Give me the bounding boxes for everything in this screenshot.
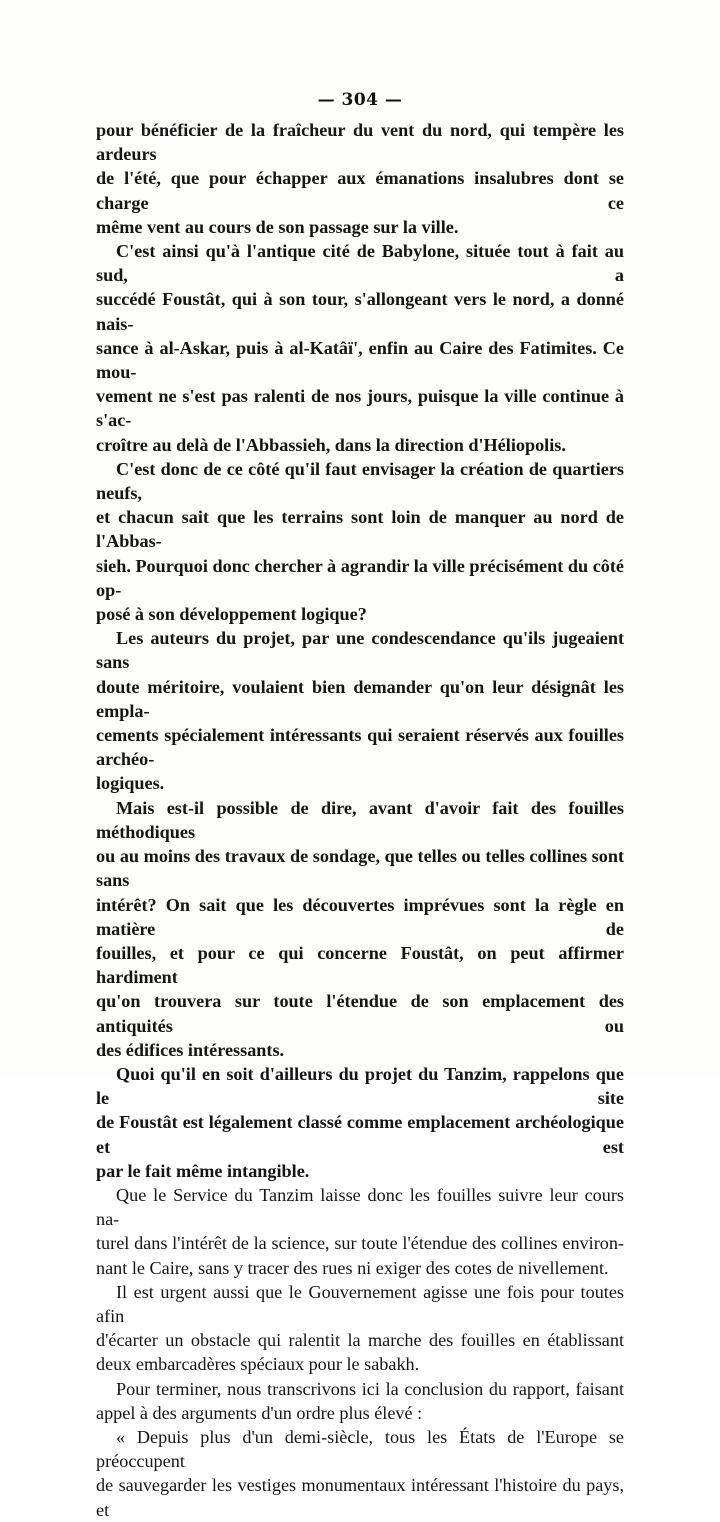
body-text	[96, 118, 624, 1522]
text-line: par le fait même intangible.	[96, 1160, 310, 1181]
text-line: intérêt? On sait que les découvertes imprévues sont la règle en matière de	[96, 894, 624, 939]
text-line: des édifices intéressants.	[96, 1039, 285, 1060]
text-line: posé à son développement logique?	[96, 604, 367, 625]
text-line: nant le Caire, sans y tracer des rues ni exiger des cotes de nivellement.	[96, 1257, 609, 1278]
text-line: pour bénéficier de la fraîcheur du vent du nord, qui tempère les ardeurs	[96, 120, 624, 165]
text-line: vement ne s'est pas ralenti de nos jours, puisque la ville continue à s'ac-	[96, 386, 624, 431]
text-line: sieh. Pourquoi donc chercher à agrandir la ville précisément du côté op-	[96, 555, 624, 600]
text-line: logiques.	[96, 773, 165, 794]
text-line: de sauvegarder les vestiges monumentaux intéressant l'histoire du pays, et	[96, 1475, 624, 1520]
text-line: ou au moins des travaux de sondage, que telles ou telles collines sont sans	[96, 846, 624, 891]
text-line: de Foustât est légalement classé comme emplacement archéologique et est	[96, 1112, 624, 1157]
text-line: sance à al-Askar, puis à al-Katâï', enfin au Caire des Fatimites. Ce mou-	[96, 337, 624, 383]
text-line: Les auteurs du projet, par une condescendance qu'ils jugeaient sans	[96, 628, 624, 673]
text-line: Mais est-il possible de dire, avant d'avoir fait des fouilles méthodiques	[96, 797, 624, 842]
text-line: cements spécialement intéressants qui seraient réservés aux fouilles archéo-	[96, 725, 624, 770]
text-line: C'est ainsi qu'à l'antique cité de Babylone, située tout à fait au sud, a	[96, 241, 624, 286]
text-line: d'écarter un obstacle qui ralentit la marche des fouilles en établissant	[96, 1330, 624, 1351]
text-line: et chacun sait que les terrains sont loin de manquer au nord de l'Abbas-	[96, 507, 624, 552]
page-number: — 304 —	[317, 90, 403, 110]
text-line: « Depuis plus d'un demi-siècle, tous les États de l'Europe se préoccupent	[96, 1426, 624, 1472]
text-line: Pour terminer, nous transcrivons ici la conclusion du rapport, faisant	[116, 1378, 624, 1399]
text-line: même vent au cours de son passage sur la ville.	[96, 216, 459, 237]
text-line: qu'on trouvera sur toute l'étendue de son emplacement des antiquités ou	[96, 991, 624, 1036]
text-line: Que le Service du Tanzim laisse donc les fouilles suivre leur cours na-	[96, 1184, 624, 1230]
text-line: doute méritoire, voulaient bien demander qu'on leur désignât les empla-	[96, 676, 624, 721]
text-line: turel dans l'intérêt de la science, sur toute l'étendue des collines environ-	[96, 1233, 624, 1254]
text-line: appel à des arguments d'un ordre plus élevé :	[96, 1402, 423, 1423]
text-line: Il est urgent aussi que le Gouvernement agisse une fois pour toutes afin	[96, 1281, 624, 1326]
text-line: de l'été, que pour échapper aux émanations insalubres dont se charge ce	[96, 168, 624, 213]
text-line: deux embarcadères spéciaux pour le sabakh.	[96, 1354, 420, 1375]
text-line: succédé Foustât, qui à son tour, s'allongeant vers le nord, a donné nais-	[96, 289, 624, 334]
text-line: Quoi qu'il en soit d'ailleurs du projet du Tanzim, rappelons que le site	[96, 1063, 624, 1109]
text-line: fouilles, et pour ce qui concerne Foustât, on peut affirmer hardiment	[96, 942, 624, 988]
text-line: C'est donc de ce côté qu'il faut envisager la création de quartiers neufs,	[96, 458, 624, 504]
text-line: croître au delà de l'Abbassieh, dans la direction d'Héliopolis.	[96, 434, 566, 455]
